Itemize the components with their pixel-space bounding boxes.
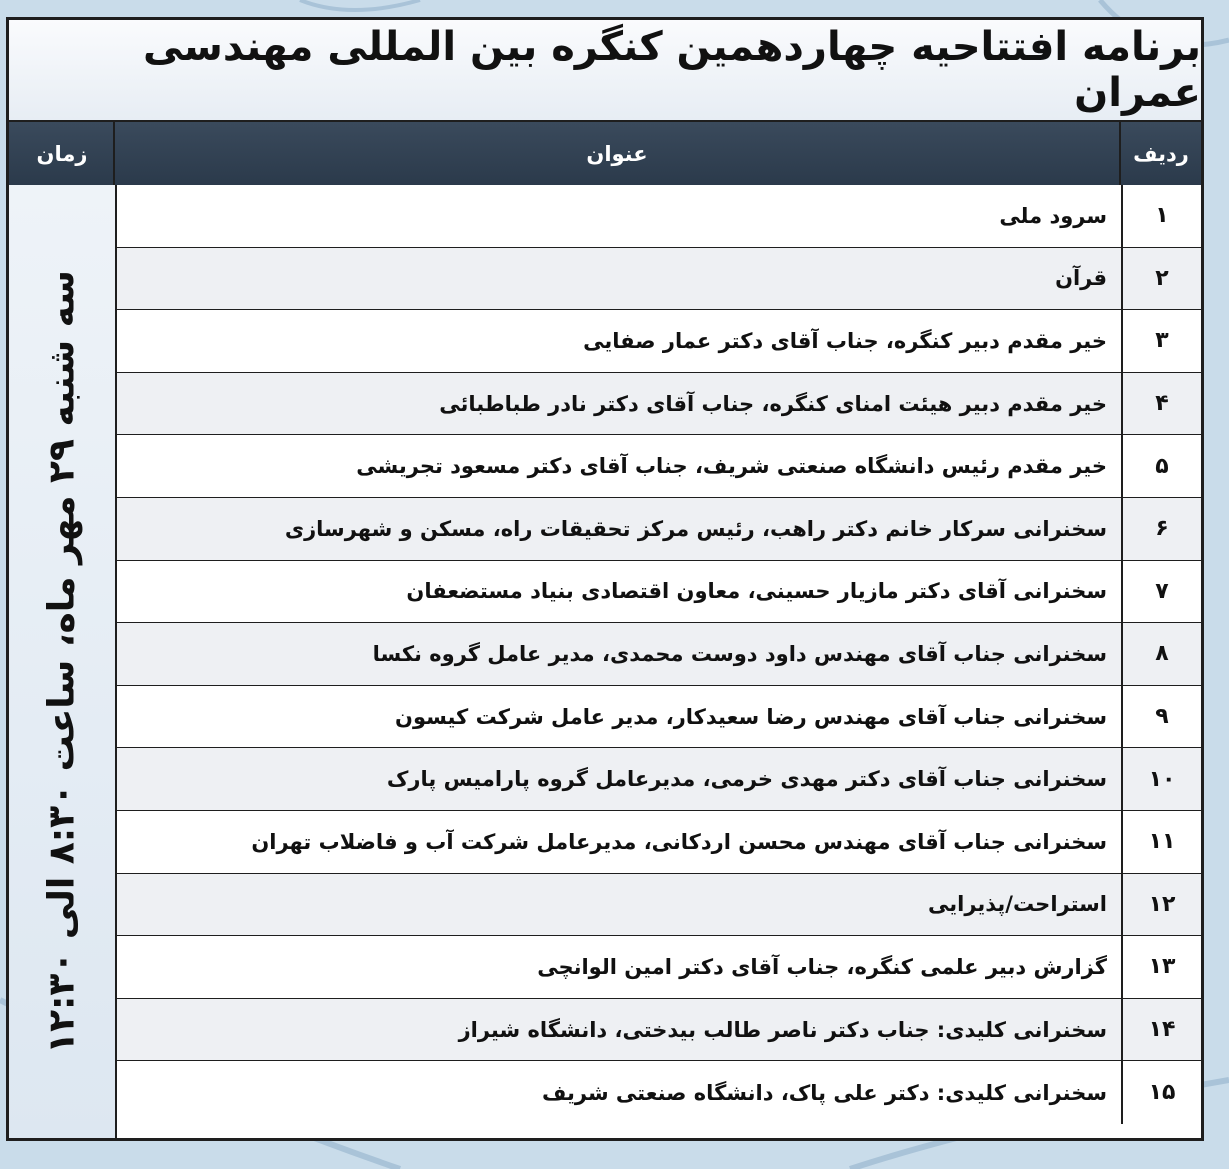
row-number: ۹ [1121, 686, 1201, 748]
table-row [117, 435, 1201, 498]
row-number: ۱۵ [1121, 1061, 1201, 1124]
table-row [117, 811, 1201, 874]
header-zaman: زمان [36, 141, 88, 166]
row-number: ۱۲ [1121, 874, 1201, 936]
row-title: سخنرانی جناب آقای دکتر مهدی خرمی، مدیرعامل گروه پارامیس پارک [386, 767, 1107, 792]
time-column [9, 185, 117, 1138]
program-table [6, 17, 1204, 1141]
table-row [117, 686, 1201, 749]
row-number: ۱۴ [1121, 999, 1201, 1061]
table-header [9, 122, 1201, 185]
table-row [117, 874, 1201, 937]
table-row [117, 748, 1201, 811]
session-time: سه شنبه ۲۹ مهر ماه، ساعت ۸:۳۰ الی ۱۲:۳۰ [41, 269, 83, 1054]
row-title: گزارش دبیر علمی کنگره، جناب آقای دکتر امین الوانچی [537, 954, 1107, 979]
table-row [117, 999, 1201, 1062]
row-title: سخنرانی جناب آقای مهندس رضا سعیدکار، مدیر عامل شرکت کیسون [395, 704, 1107, 729]
row-title: خیر مقدم دبیر کنگره، جناب آقای دکتر عمار صفایی [583, 328, 1107, 353]
row-title: قرآن [1055, 266, 1107, 291]
row-number: ۵ [1121, 435, 1201, 497]
table-row [117, 373, 1201, 436]
row-title: سخنرانی آقای دکتر مازیار حسینی، معاون اقتصادی بنیاد مستضعفان [406, 579, 1107, 604]
row-number: ۶ [1121, 498, 1201, 560]
header-onvan: عنوان [113, 122, 1119, 185]
row-number: ۴ [1121, 373, 1201, 435]
row-number: ۷ [1121, 561, 1201, 623]
row-number: ۲ [1121, 248, 1201, 310]
row-number: ۱۰ [1121, 748, 1201, 810]
row-title: سخنرانی کلیدی: جناب دکتر ناصر طالب بیدختی، دانشگاه شیراز [458, 1017, 1107, 1042]
table-row [117, 1061, 1201, 1124]
row-number: ۱۱ [1121, 811, 1201, 873]
row-number: ۱ [1121, 185, 1201, 247]
row-title: خیر مقدم رئیس دانشگاه صنعتی شریف، جناب آقای دکتر مسعود تجریشی [356, 454, 1107, 479]
table-body [117, 185, 1201, 1124]
row-number: ۳ [1121, 310, 1201, 372]
table-row [117, 248, 1201, 311]
table-row [117, 623, 1201, 686]
table-row [117, 185, 1201, 248]
row-number: ۸ [1121, 623, 1201, 685]
row-title: استراحت/پذیرایی [927, 892, 1107, 917]
title-bar [9, 20, 1201, 122]
table-row [117, 936, 1201, 999]
table-row [117, 310, 1201, 373]
row-title: سخنرانی سرکار خانم دکتر راهب، رئیس مرکز تحقیقات راه، مسکن و شهرسازی [284, 516, 1107, 541]
row-title: سخنرانی جناب آقای مهندس محسن اردکانی، مدیرعامل شرکت آب و فاضلاب تهران [251, 829, 1107, 854]
row-title: سرود ملی [999, 203, 1107, 228]
row-title: خیر مقدم دبیر هیئت امنای کنگره، جناب آقای دکتر نادر طباطبائی [439, 391, 1107, 416]
row-title: سخنرانی جناب آقای مهندس داود دوست محمدی، مدیر عامل گروه نکسا [372, 641, 1107, 666]
row-number: ۱۳ [1121, 936, 1201, 998]
row-title: سخنرانی کلیدی: دکتر علی پاک، دانشگاه صنعتی شریف [542, 1080, 1107, 1105]
header-radif: ردیف [1119, 122, 1201, 185]
table-row [117, 498, 1201, 561]
table-row [117, 561, 1201, 624]
page-title: برنامه افتتاحیه چهاردهمین کنگره بین المللی مهندسی عمران [143, 24, 1201, 116]
